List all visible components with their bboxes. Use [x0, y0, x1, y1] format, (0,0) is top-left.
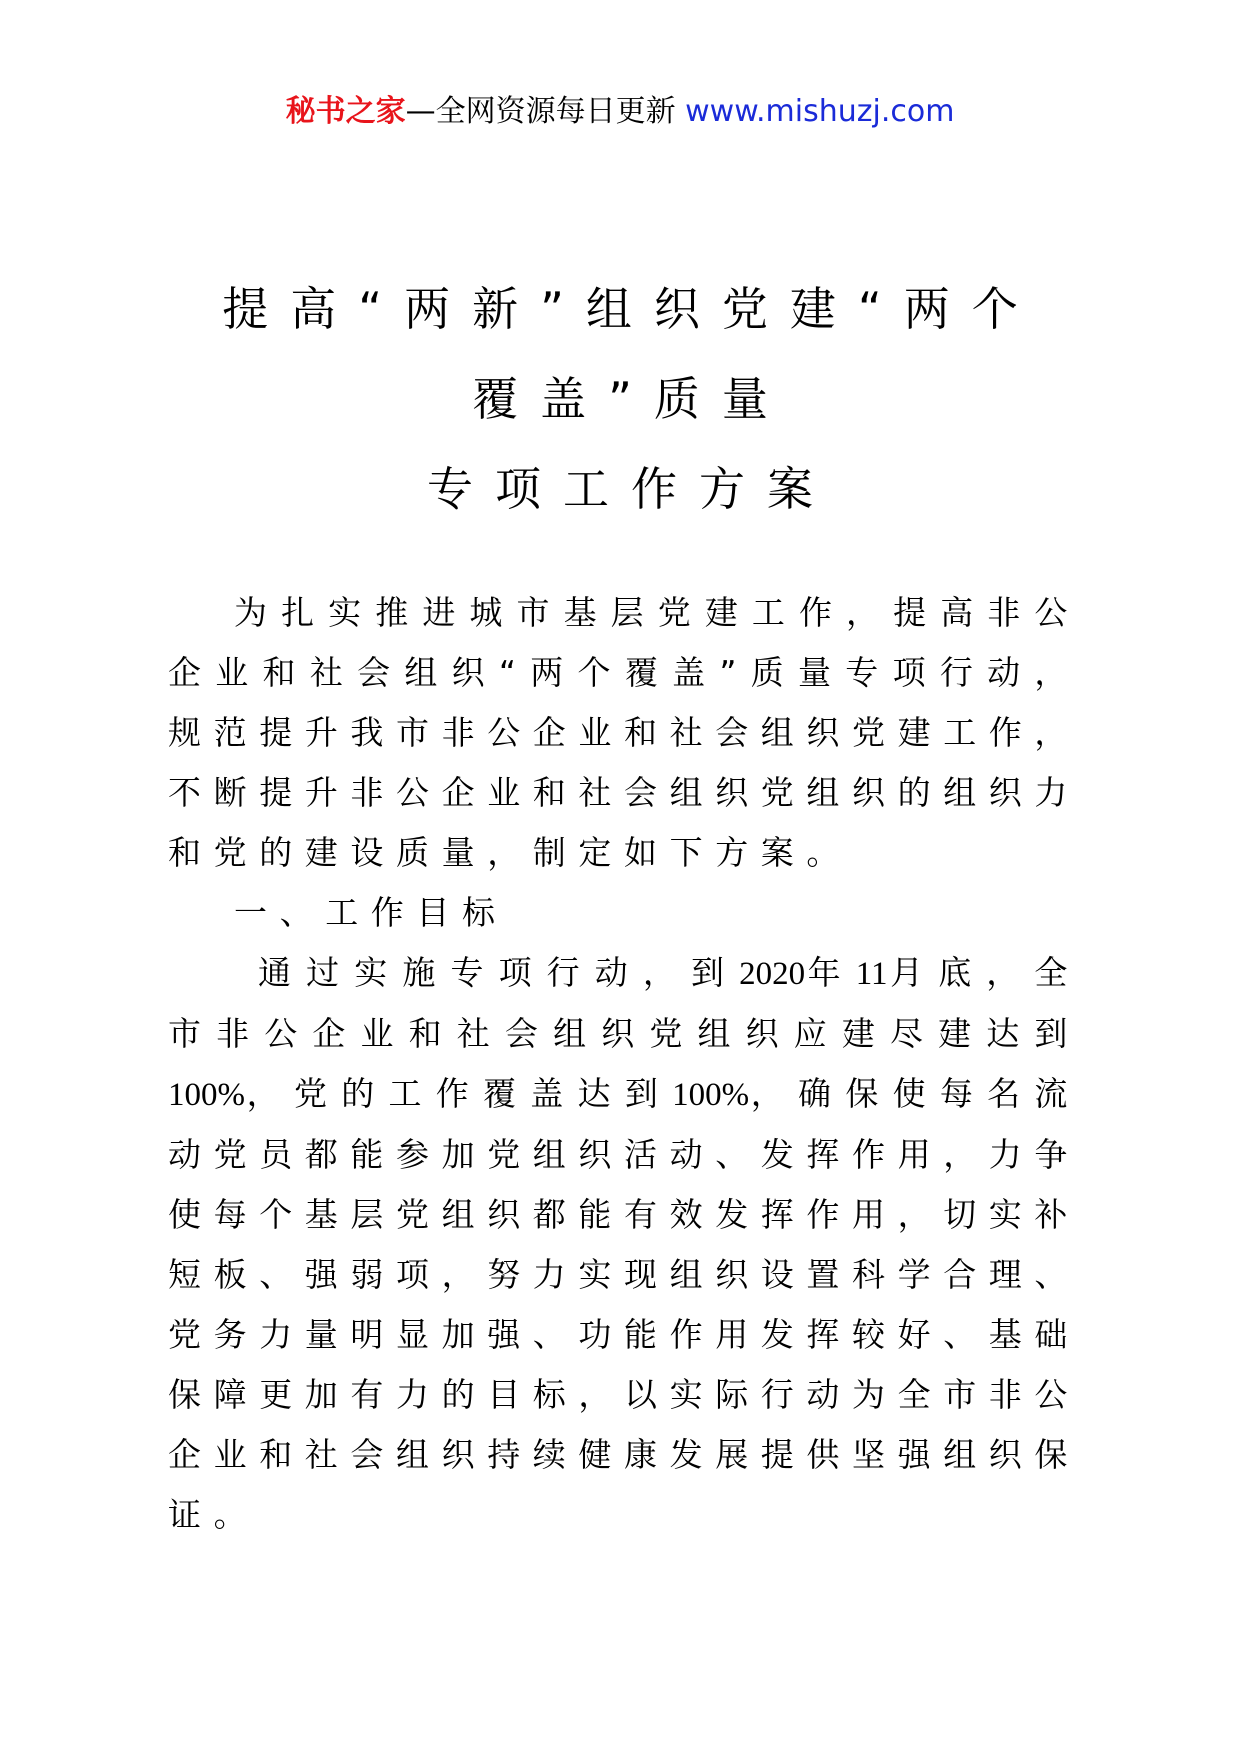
goal-month: 11	[855, 956, 888, 992]
title-line-1: 提高“两新”组织党建“两个	[222, 282, 1040, 336]
site-header	[0, 92, 1240, 132]
goal-percent-1: 100%	[168, 1077, 245, 1113]
document-body	[168, 583, 1080, 1545]
goal-year: 2020	[739, 956, 806, 992]
intro-paragraph: 为扎实推进城市基层党建工作，提高非公企业和社会组织“两个覆盖”质量专项行动，规范提升我市非公企业和社会组织党建工作，不断提升非公企业和社会组织党组织的组织力和党的建设质量，制定如下方案。	[168, 593, 1080, 872]
goal-percent-2: 100%	[672, 1077, 750, 1113]
goal-text-part5: ，确保使每名流动党员都能参加党组织活动、发挥作用，力争使每个基层党组织都能有效发挥作用，切实补短板、强弱项，努力实现组织设置科学合理、党务力量明显加强、功能作用发挥较好、基础保障更加有力的目标，以实际行动为全市非公企业和社会组织持续健康发展提供坚强组织保证。	[168, 1074, 1080, 1534]
goal-text-part1: 通过实施专项行动，到	[258, 953, 740, 992]
title-line-2: 覆盖”质量	[472, 372, 790, 426]
goal-text-part3: 月底，全市非公企业和社会组织党组织应建尽建达到	[168, 953, 1081, 1053]
brand-name: 秘书之家	[285, 94, 406, 129]
title-line-3: 专项工作方案	[427, 462, 835, 516]
goal-text-part4: ，党的工作覆盖达到	[245, 1074, 673, 1113]
goal-text-part2: 年	[805, 953, 856, 992]
section-heading-goals: 一、工作目标	[234, 893, 508, 932]
site-url-link[interactable]: www.mishuzj.com	[685, 94, 955, 129]
header-tagline: —全网资源每日更新	[405, 94, 676, 129]
document-title	[0, 264, 1240, 534]
goal-paragraph	[168, 943, 1080, 1545]
